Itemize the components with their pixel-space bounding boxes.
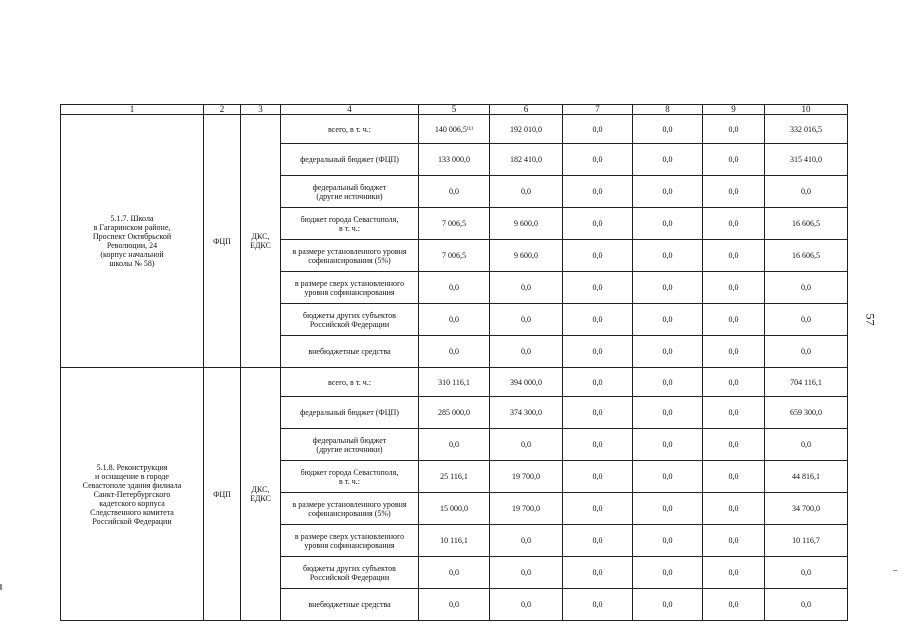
table-row xyxy=(61,368,848,397)
funding-source-cell: всего, в т. ч.: xyxy=(281,115,419,144)
value-cell: 16 606,5 xyxy=(765,240,848,272)
value-cell: 182 410,0 xyxy=(490,144,563,176)
value-cell: 0,0 xyxy=(633,557,703,589)
header-cell: 4 xyxy=(281,105,419,115)
value-cell: 0,0 xyxy=(490,176,563,208)
scan-mark xyxy=(0,584,2,590)
value-cell: 0,0 xyxy=(633,272,703,304)
value-cell: 0,0 xyxy=(633,144,703,176)
value-cell: 0,0 xyxy=(633,525,703,557)
object-name-cell: 5.1.7. Школа в Гагаринском районе, Проспект Октябрьской Революции, 24 (корпус начальной школы № 58) xyxy=(61,115,204,368)
value-cell: 0,0 xyxy=(563,589,633,621)
customer-cell: ДКС, ЕДКС xyxy=(241,368,281,621)
header-row xyxy=(61,105,848,115)
table-row xyxy=(61,115,848,144)
value-cell: 659 300,0 xyxy=(765,397,848,429)
value-cell: 0,0 xyxy=(419,589,490,621)
value-cell: 332 016,5 xyxy=(765,115,848,144)
value-cell: 19 700,0 xyxy=(490,461,563,493)
value-cell: 9 600,0 xyxy=(490,208,563,240)
value-cell: 0,0 xyxy=(703,240,765,272)
value-cell: 44 816,1 xyxy=(765,461,848,493)
value-cell: 0,0 xyxy=(490,557,563,589)
value-cell: 0,0 xyxy=(765,272,848,304)
value-cell: 0,0 xyxy=(490,525,563,557)
value-cell: 0,0 xyxy=(633,115,703,144)
value-cell: 285 000,0 xyxy=(419,397,490,429)
value-cell: 0,0 xyxy=(633,208,703,240)
funding-source-cell: в размере сверх установленного уровня софинансирования xyxy=(281,272,419,304)
value-cell: 0,0 xyxy=(703,397,765,429)
value-cell: 0,0 xyxy=(563,368,633,397)
value-cell: 0,0 xyxy=(633,429,703,461)
value-cell: 315 410,0 xyxy=(765,144,848,176)
value-cell: 0,0 xyxy=(490,336,563,368)
value-cell: 16 606,5 xyxy=(765,208,848,240)
value-cell: 0,0 xyxy=(490,304,563,336)
value-cell: 0,0 xyxy=(633,397,703,429)
funding-source-cell: в размере установленного уровня софинансирования (5%) xyxy=(281,240,419,272)
value-cell: 0,0 xyxy=(490,272,563,304)
value-cell: 0,0 xyxy=(633,240,703,272)
value-cell: 0,0 xyxy=(703,304,765,336)
value-cell: 0,0 xyxy=(563,429,633,461)
header-cell: 3 xyxy=(241,105,281,115)
value-cell: 0,0 xyxy=(563,304,633,336)
financing-table xyxy=(60,104,848,621)
program-cell: ФЦП xyxy=(204,115,241,368)
value-cell: 140 006,5⁽¹⁾ xyxy=(419,115,490,144)
header-cell: 2 xyxy=(204,105,241,115)
value-cell: 0,0 xyxy=(703,368,765,397)
value-cell: 0,0 xyxy=(633,368,703,397)
value-cell: 0,0 xyxy=(563,176,633,208)
funding-source-cell: бюджеты других субъектов Российской Федерации xyxy=(281,557,419,589)
funding-source-cell: федеральный бюджет (другие источники) xyxy=(281,176,419,208)
value-cell: 0,0 xyxy=(633,176,703,208)
value-cell: 0,0 xyxy=(765,557,848,589)
header-cell: 1 xyxy=(61,105,204,115)
value-cell: 0,0 xyxy=(703,557,765,589)
value-cell: 0,0 xyxy=(633,304,703,336)
value-cell: 0,0 xyxy=(563,461,633,493)
value-cell: 0,0 xyxy=(490,429,563,461)
value-cell: 0,0 xyxy=(633,493,703,525)
value-cell: 0,0 xyxy=(703,176,765,208)
funding-source-cell: федеральный бюджет (ФЦП) xyxy=(281,397,419,429)
value-cell: 0,0 xyxy=(563,493,633,525)
scan-mark xyxy=(893,570,897,571)
object-name-cell: 5.1.8. Реконструкция и оснащение в городе Севастополе здания филиала Санкт-Петербургского кадетского корпуса Следственного комитета Российской Федерации xyxy=(61,368,204,621)
value-cell: 0,0 xyxy=(703,336,765,368)
value-cell: 34 700,0 xyxy=(765,493,848,525)
value-cell: 0,0 xyxy=(765,304,848,336)
funding-source-cell: внебюджетные средства xyxy=(281,336,419,368)
value-cell: 10 116,7 xyxy=(765,525,848,557)
value-cell: 0,0 xyxy=(633,589,703,621)
value-cell: 0,0 xyxy=(703,115,765,144)
value-cell: 9 600,0 xyxy=(490,240,563,272)
value-cell: 0,0 xyxy=(703,144,765,176)
value-cell: 0,0 xyxy=(563,240,633,272)
value-cell: 704 116,1 xyxy=(765,368,848,397)
page-number: 57 xyxy=(863,313,878,326)
funding-source-cell: федеральный бюджет (другие источники) xyxy=(281,429,419,461)
value-cell: 0,0 xyxy=(419,429,490,461)
funding-source-cell: в размере установленного уровня софинансирования (5%) xyxy=(281,493,419,525)
table-body xyxy=(61,115,848,621)
value-cell: 0,0 xyxy=(765,336,848,368)
value-cell: 0,0 xyxy=(563,144,633,176)
value-cell: 133 000,0 xyxy=(419,144,490,176)
funding-source-cell: в размере сверх установленного уровня софинансирования xyxy=(281,525,419,557)
program-cell: ФЦП xyxy=(204,368,241,621)
header-cell: 9 xyxy=(703,105,765,115)
funding-source-cell: федеральный бюджет (ФЦП) xyxy=(281,144,419,176)
value-cell: 10 116,1 xyxy=(419,525,490,557)
value-cell: 0,0 xyxy=(563,115,633,144)
value-cell: 15 000,0 xyxy=(419,493,490,525)
value-cell: 394 000,0 xyxy=(490,368,563,397)
value-cell: 0,0 xyxy=(703,272,765,304)
header-cell: 10 xyxy=(765,105,848,115)
customer-cell: ДКС, ЕДКС xyxy=(241,115,281,368)
value-cell: 25 116,1 xyxy=(419,461,490,493)
header-cell: 8 xyxy=(633,105,703,115)
value-cell: 0,0 xyxy=(703,493,765,525)
funding-source-cell: всего, в т. ч.: xyxy=(281,368,419,397)
value-cell: 0,0 xyxy=(703,461,765,493)
value-cell: 0,0 xyxy=(563,557,633,589)
value-cell: 0,0 xyxy=(703,589,765,621)
funding-source-cell: внебюджетные средства xyxy=(281,589,419,621)
value-cell: 0,0 xyxy=(563,272,633,304)
value-cell: 0,0 xyxy=(419,176,490,208)
value-cell: 0,0 xyxy=(703,429,765,461)
value-cell: 0,0 xyxy=(419,304,490,336)
header-cell: 7 xyxy=(563,105,633,115)
value-cell: 19 700,0 xyxy=(490,493,563,525)
value-cell: 7 006,5 xyxy=(419,240,490,272)
value-cell: 0,0 xyxy=(633,336,703,368)
value-cell: 192 010,0 xyxy=(490,115,563,144)
value-cell: 0,0 xyxy=(765,429,848,461)
value-cell: 0,0 xyxy=(765,589,848,621)
value-cell: 0,0 xyxy=(633,461,703,493)
value-cell: 310 116,1 xyxy=(419,368,490,397)
value-cell: 0,0 xyxy=(563,525,633,557)
value-cell: 0,0 xyxy=(563,208,633,240)
value-cell: 0,0 xyxy=(419,557,490,589)
value-cell: 0,0 xyxy=(563,397,633,429)
value-cell: 0,0 xyxy=(490,589,563,621)
funding-source-cell: бюджеты других субъектов Российской Федерации xyxy=(281,304,419,336)
header-cell: 5 xyxy=(419,105,490,115)
value-cell: 0,0 xyxy=(563,336,633,368)
value-cell: 0,0 xyxy=(703,525,765,557)
funding-source-cell: бюджет города Севастополя, в т. ч.: xyxy=(281,461,419,493)
header-cell: 6 xyxy=(490,105,563,115)
value-cell: 0,0 xyxy=(419,272,490,304)
funding-source-cell: бюджет города Севастополя, в т. ч.: xyxy=(281,208,419,240)
value-cell: 0,0 xyxy=(703,208,765,240)
value-cell: 7 006,5 xyxy=(419,208,490,240)
value-cell: 0,0 xyxy=(419,336,490,368)
value-cell: 374 300,0 xyxy=(490,397,563,429)
value-cell: 0,0 xyxy=(765,176,848,208)
